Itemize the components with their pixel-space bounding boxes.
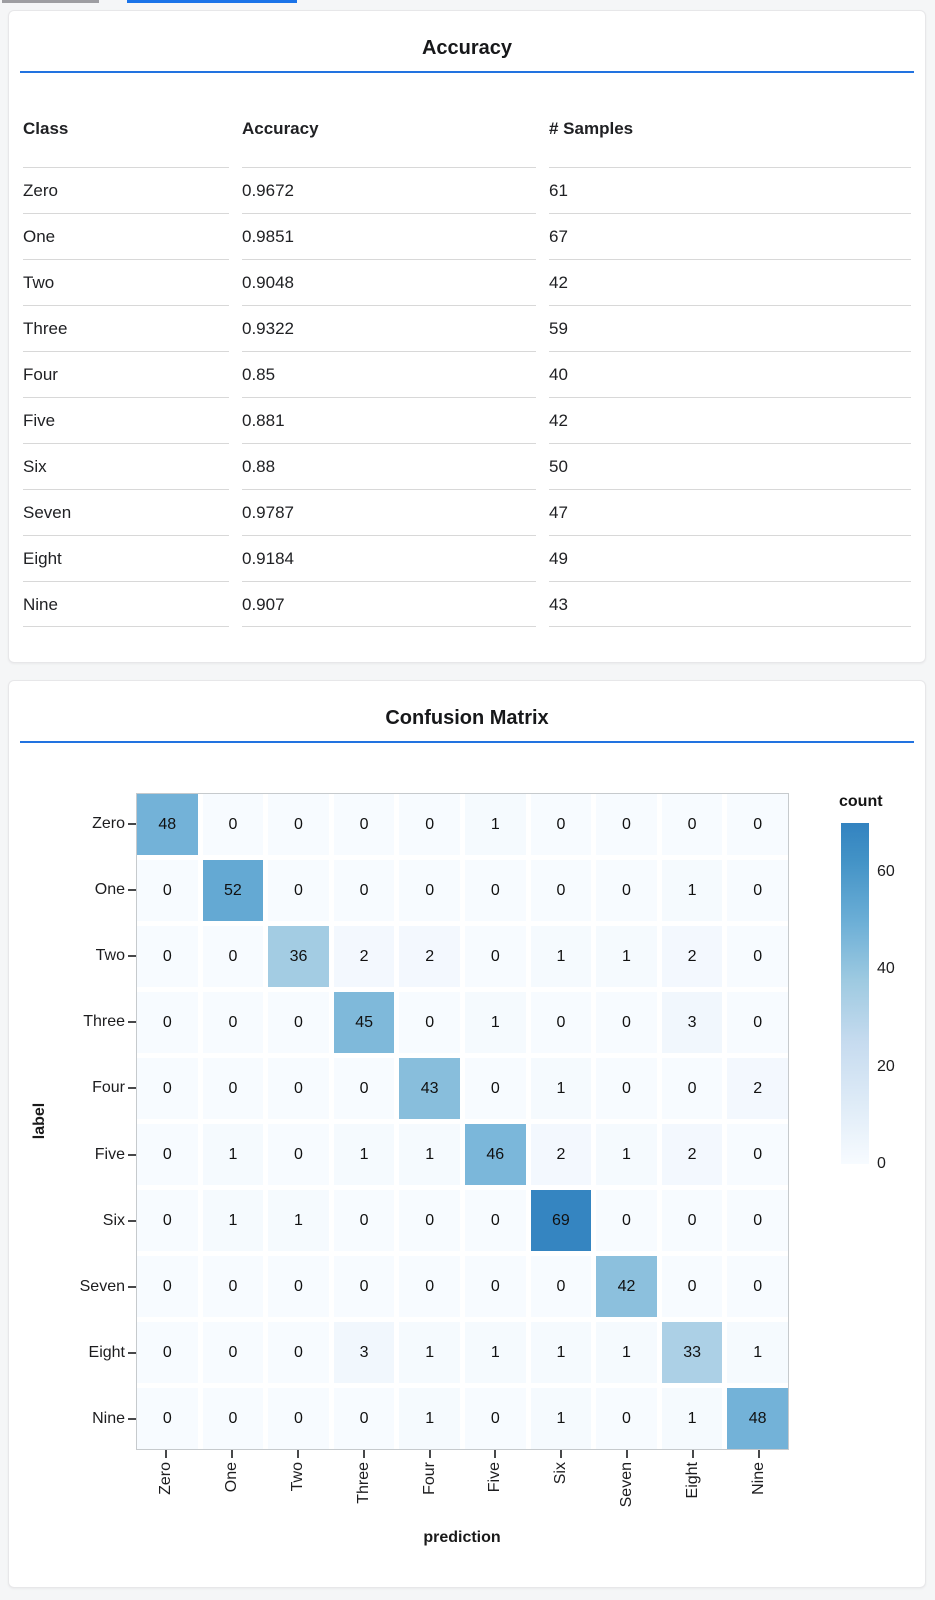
accuracy-row-value: 0.9672 [242,167,536,213]
heatmap-cell: 1 [334,1124,395,1185]
heatmap-cell: 0 [137,1256,198,1317]
heatmap-cell: 0 [662,1256,723,1317]
y-tick-label: Five [94,1145,125,1163]
heatmap-cell: 0 [137,1058,198,1119]
y-tick-mark [128,1352,136,1354]
heatmap-cell: 1 [662,1388,723,1449]
x-tick-mark [758,1450,760,1458]
heatmap-cell: 0 [399,992,460,1053]
heatmap-cell: 0 [596,860,657,921]
accuracy-row-class: Four [23,351,229,397]
heatmap-cell: 1 [596,926,657,987]
y-tick-mark [128,1418,136,1420]
accuracy-row-class: Three [23,305,229,351]
x-tick-label: Three [354,1462,372,1504]
x-tick-mark [165,1450,167,1458]
heatmap-cell: 2 [399,926,460,987]
accuracy-row-samples: 49 [549,535,911,581]
heatmap-cell: 0 [137,860,198,921]
accuracy-row-samples: 42 [549,259,911,305]
heatmap-cell: 0 [268,1124,329,1185]
colorbar-tick-label: 20 [877,1057,895,1075]
heatmap-cell: 0 [334,1388,395,1449]
confusion-card-title: Confusion Matrix [385,707,549,729]
accuracy-row-samples: 40 [549,351,911,397]
colorbar-tick-label: 40 [877,960,895,978]
heatmap-cell: 0 [399,1256,460,1317]
heatmap-cell: 0 [596,1190,657,1251]
heatmap-cell: 0 [203,1256,264,1317]
heatmap-cell: 3 [334,1322,395,1383]
accuracy-table [23,119,911,627]
accuracy-table-header-1: Accuracy [242,119,319,138]
accuracy-row-class: Two [23,259,229,305]
y-tick-label: Two [95,947,125,964]
heatmap-cell: 1 [399,1322,460,1383]
heatmap-cell: 0 [268,860,329,921]
heatmap-cell: 43 [399,1058,460,1119]
x-tick-label: Seven [618,1462,635,1508]
heatmap-cell: 0 [334,1190,395,1251]
heatmap-cell: 0 [662,794,723,855]
x-tick-mark [297,1450,299,1458]
x-tick-label: Eight [683,1462,701,1499]
heatmap-cell: 1 [662,860,723,921]
heatmap-cell: 0 [662,1058,723,1119]
heatmap-cell: 0 [727,794,788,855]
y-tick-label: Eight [88,1344,125,1362]
heatmap-cell: 0 [268,1322,329,1383]
heatmap-cell: 1 [727,1322,788,1383]
x-axis-title: prediction [423,1529,501,1546]
tab-indicator-gray[interactable] [2,0,99,3]
accuracy-title-underline [20,71,914,73]
accuracy-row-value: 0.9787 [242,489,536,535]
x-tick-mark [692,1450,694,1458]
heatmap-cell: 0 [399,1190,460,1251]
y-tick-mark [128,955,136,957]
x-tick-mark [560,1450,562,1458]
heatmap-cell: 0 [727,992,788,1053]
heatmap-cell: 0 [465,860,526,921]
y-tick-mark [128,1021,136,1023]
heatmap-cell: 0 [727,860,788,921]
heatmap-cell: 0 [465,1058,526,1119]
accuracy-table-header-2: # Samples [549,119,634,138]
heatmap-cell: 48 [727,1388,788,1449]
accuracy-row-samples: 50 [549,443,911,489]
accuracy-row-class: Eight [23,535,229,581]
x-tick-label: Five [486,1462,504,1493]
heatmap-cell: 0 [334,860,395,921]
heatmap-cell: 0 [137,1190,198,1251]
heatmap-cell: 0 [268,992,329,1053]
heatmap-cell: 2 [334,926,395,987]
heatmap-cell: 0 [727,926,788,987]
legend-title: count [839,793,883,810]
heatmap-cell: 0 [399,794,460,855]
x-tick-label: Zero [157,1462,175,1495]
heatmap-cell: 0 [203,1322,264,1383]
heatmap-cell: 3 [662,992,723,1053]
tab-indicator-blue[interactable] [127,0,297,3]
heatmap-cell: 0 [137,1388,198,1449]
heatmap-grid [137,794,788,1449]
heatmap-cell: 1 [465,1322,526,1383]
heatmap-cell: 33 [662,1322,723,1383]
y-tick-label: Seven [79,1278,125,1295]
y-tick-label: Zero [92,814,125,832]
x-tick-label: Six [552,1462,570,1485]
heatmap-cell: 0 [268,1388,329,1449]
heatmap-cell: 0 [531,1256,592,1317]
x-tick-mark [429,1450,431,1458]
confusion-title-underline [20,741,914,743]
heatmap-cell: 0 [596,992,657,1053]
accuracy-row-samples: 42 [549,397,911,443]
accuracy-row-value: 0.9851 [242,213,536,259]
y-tick-label: Four [92,1079,125,1097]
heatmap-cell: 0 [203,1058,264,1119]
accuracy-row-class: One [23,213,229,259]
heatmap-cell: 0 [727,1190,788,1251]
x-tick-label: Two [289,1462,306,1492]
x-tick-label: Four [420,1462,438,1495]
heatmap-cell: 0 [399,860,460,921]
y-tick-label: Three [83,1013,125,1031]
accuracy-row-value: 0.9184 [242,535,536,581]
accuracy-card-title: Accuracy [421,37,513,59]
accuracy-row-value: 0.9322 [242,305,536,351]
heatmap-plot [136,793,789,1450]
accuracy-row-samples: 43 [549,581,911,627]
heatmap-cell: 1 [203,1190,264,1251]
heatmap-cell: 0 [727,1124,788,1185]
heatmap-cell: 2 [727,1058,788,1119]
heatmap-cell: 0 [465,1190,526,1251]
heatmap-cell: 0 [531,794,592,855]
y-tick-mark [128,889,136,891]
heatmap-cell: 0 [727,1256,788,1317]
accuracy-row-class: Zero [23,167,229,213]
heatmap-cell: 2 [662,926,723,987]
heatmap-cell: 1 [268,1190,329,1251]
heatmap-cell: 2 [662,1124,723,1185]
accuracy-row-value: 0.88 [242,443,536,489]
x-tick-label: Nine [749,1462,767,1495]
confusion-matrix-card [8,680,926,1588]
heatmap-cell: 1 [531,926,592,987]
accuracy-row-samples: 67 [549,213,911,259]
heatmap-cell: 36 [268,926,329,987]
heatmap-cell: 0 [137,1322,198,1383]
y-tick-mark [128,1286,136,1288]
accuracy-row-value: 0.85 [242,351,536,397]
heatmap-cell: 0 [596,1058,657,1119]
heatmap-cell: 1 [531,1058,592,1119]
accuracy-row-samples: 61 [549,167,911,213]
x-tick-mark [363,1450,365,1458]
x-tick-label: One [223,1462,241,1493]
x-tick-mark [231,1450,233,1458]
heatmap-cell: 0 [268,1256,329,1317]
y-tick-label: One [94,880,125,898]
accuracy-row-class: Nine [23,581,229,627]
colorbar-tick-label: 0 [877,1155,886,1172]
heatmap-cell: 2 [531,1124,592,1185]
heatmap-cell: 0 [662,1190,723,1251]
heatmap-cell: 0 [137,926,198,987]
y-tick-label: Six [102,1211,125,1229]
y-axis-title: label [31,1102,48,1140]
accuracy-row-samples: 59 [549,305,911,351]
heatmap-cell: 1 [531,1322,592,1383]
heatmap-cell: 0 [334,794,395,855]
heatmap-cell: 69 [531,1190,592,1251]
heatmap-cell: 0 [203,992,264,1053]
heatmap-cell: 1 [465,992,526,1053]
accuracy-row-samples: 47 [549,489,911,535]
heatmap-cell: 0 [268,1058,329,1119]
heatmap-cell: 1 [203,1124,264,1185]
heatmap-cell: 45 [334,992,395,1053]
accuracy-row-value: 0.881 [242,397,536,443]
heatmap-cell: 1 [399,1388,460,1449]
y-tick-mark [128,1154,136,1156]
colorbar-tick-label: 60 [877,862,895,880]
x-tick-mark [494,1450,496,1458]
y-tick-mark [128,1220,136,1222]
heatmap-cell: 0 [465,1256,526,1317]
heatmap-cell: 46 [465,1124,526,1185]
heatmap-cell: 1 [399,1124,460,1185]
y-tick-mark [128,823,136,825]
heatmap-cell: 1 [465,794,526,855]
heatmap-cell: 42 [596,1256,657,1317]
accuracy-row-class: Six [23,443,229,489]
heatmap-cell: 0 [137,1124,198,1185]
accuracy-row-value: 0.907 [242,581,536,627]
heatmap-cell: 0 [203,1388,264,1449]
heatmap-cell: 0 [531,992,592,1053]
heatmap-cell: 0 [596,794,657,855]
heatmap-cell: 0 [531,860,592,921]
y-tick-mark [128,1087,136,1089]
y-tick-label: Nine [92,1410,125,1428]
accuracy-row-value: 0.9048 [242,259,536,305]
heatmap-cell: 0 [596,1388,657,1449]
heatmap-cell: 0 [465,1388,526,1449]
heatmap-cell: 0 [268,794,329,855]
accuracy-row-class: Seven [23,489,229,535]
heatmap-cell: 0 [334,1058,395,1119]
heatmap-cell: 1 [596,1124,657,1185]
heatmap-cell: 48 [137,794,198,855]
heatmap-cell: 0 [203,794,264,855]
heatmap-cell: 1 [596,1322,657,1383]
accuracy-card [8,10,926,663]
heatmap-cell: 0 [137,992,198,1053]
accuracy-table-header-0: Class [23,119,69,138]
heatmap-cell: 0 [465,926,526,987]
heatmap-cell: 52 [203,860,264,921]
accuracy-row-class: Five [23,397,229,443]
colorbar-gradient [841,823,869,1164]
heatmap-cell: 0 [203,926,264,987]
x-tick-mark [626,1450,628,1458]
heatmap-cell: 1 [531,1388,592,1449]
heatmap-cell: 0 [334,1256,395,1317]
